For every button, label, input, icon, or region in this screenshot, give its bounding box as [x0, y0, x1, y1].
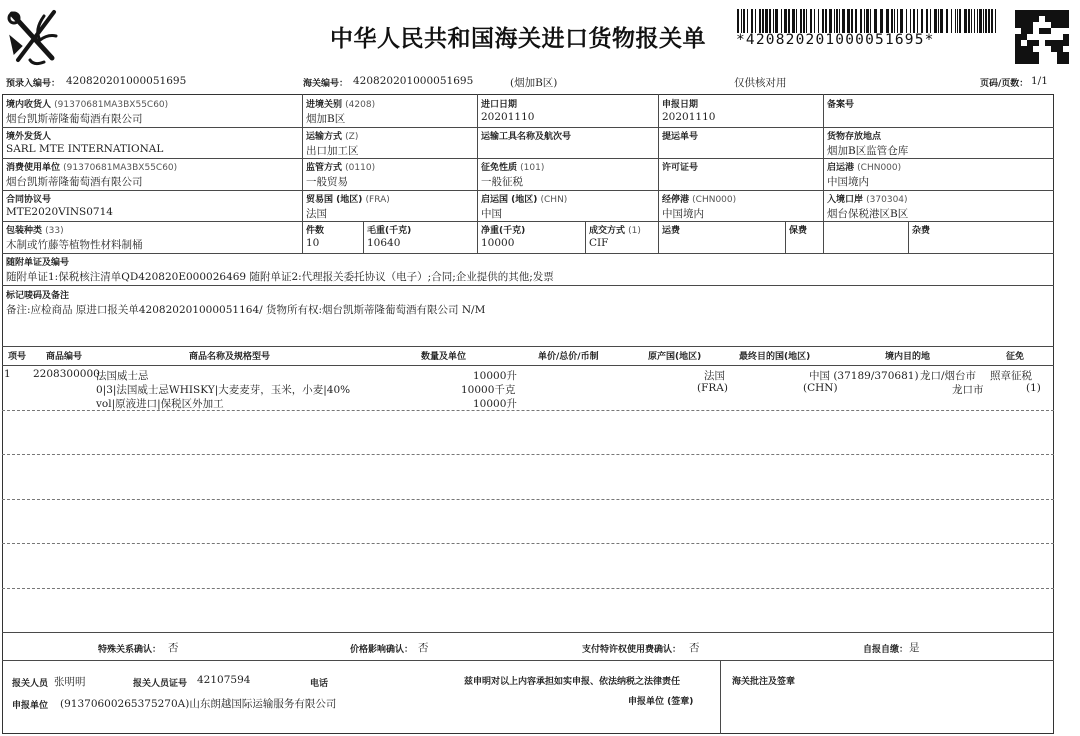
item-divider: [2, 499, 1054, 500]
barcode-bar: [894, 9, 895, 33]
unit-seal-label: 申报单位 (签章): [628, 697, 694, 707]
barcode-bar: [818, 9, 819, 33]
pre-entry-number: 420820201000051695: [66, 75, 187, 87]
row-line: [2, 221, 1054, 222]
customs-sign-label: 海关批注及签章: [732, 677, 796, 687]
item-levy-code: (1): [1026, 382, 1041, 394]
royalty-value: 否: [689, 642, 700, 654]
col-header-destination: 最终目的国(地区): [739, 352, 811, 362]
document-title: 中华人民共和国海关进口货物报关单: [330, 26, 706, 52]
item-divider: [2, 588, 1054, 589]
col-line: [823, 94, 824, 253]
customs-emblem-icon: [4, 6, 64, 68]
package-label: 包装种类 (33): [6, 226, 64, 236]
barcode-bar: [851, 9, 853, 33]
declare-date-value: 20201110: [662, 111, 716, 123]
barcode-bar: [796, 9, 797, 33]
transport-mode-value: 出口加工区: [306, 145, 359, 157]
barcode-bar: [906, 9, 907, 33]
stop-port-value: 中国境内: [662, 208, 704, 220]
item-destination-code: (CHN): [803, 382, 838, 394]
item-qty-2: 10000千克: [461, 384, 516, 396]
barcode-bar: [977, 9, 978, 33]
barcode-bar: [810, 9, 812, 33]
package-value: 木制或竹藤等植物性材料制桶: [6, 239, 143, 251]
barcode-bar: [781, 9, 782, 33]
barcode-bar: [959, 9, 961, 33]
row-line: [2, 158, 1054, 159]
barcode-bar: [983, 9, 984, 33]
item-no: 1: [4, 368, 11, 380]
qr-module: [1033, 58, 1039, 64]
col-header-levy: 征免: [1006, 352, 1025, 362]
barcode-bar: [855, 9, 857, 33]
barcode-bar: [913, 9, 915, 33]
marks-label: 标记唛码及备注: [6, 291, 70, 301]
declarant-label: 报关人员: [12, 679, 49, 689]
self-pay-label: 自报自缴：: [863, 645, 909, 655]
col-header-price: 单价/总价/币制: [538, 352, 599, 362]
levy-nature-value: 一般征税: [481, 176, 523, 188]
barcode-bar: [985, 9, 987, 33]
qr-module: [1063, 58, 1069, 64]
qr-module: [1045, 28, 1051, 34]
barcode-bar: [938, 9, 939, 33]
col-header-hs-code: 商品编号: [46, 352, 83, 362]
col-line: [720, 660, 721, 734]
barcode-bar: [762, 9, 764, 33]
barcode-bar: [825, 9, 827, 33]
barcode-bar: [988, 9, 990, 33]
item-levy: 照章征税: [990, 370, 1032, 382]
barcode-bar: [847, 9, 850, 33]
contract-value: MTE2020VINS0714: [6, 206, 113, 218]
departure-port-value: 中国境内: [827, 176, 869, 188]
barcode-bar: [784, 9, 787, 33]
net-weight-value: 10000: [481, 237, 515, 249]
gross-weight-value: 10640: [367, 237, 401, 249]
entry-office-value: 烟加B区: [306, 113, 346, 125]
trade-country-value: 法国: [306, 208, 327, 220]
row-line: [2, 253, 1054, 254]
supervision-value: 一般贸易: [306, 176, 348, 188]
consignee-label: 境内收货人 (91370681MA3BX55C60): [6, 100, 169, 110]
special-relation-value: 否: [168, 642, 179, 654]
barcode-bar: [755, 9, 756, 33]
price-impact-value: 否: [418, 642, 429, 654]
qr-module: [1027, 28, 1033, 34]
barcode-bar: [870, 9, 871, 33]
contract-label: 合同协议号: [6, 195, 52, 205]
barcode-bar: [940, 9, 943, 33]
barcode-bar: [751, 9, 753, 33]
record-no-label: 备案号: [827, 100, 855, 110]
entry-office-label: 进境关别 (4208): [306, 100, 376, 110]
barcode-bar: [842, 9, 845, 33]
declarant-value: 张明明: [54, 676, 86, 688]
barcode-bar: [747, 9, 748, 33]
pieces-value: 10: [306, 237, 320, 249]
row-line: [2, 660, 1054, 661]
shipper-value: SARL MTE INTERNATIONAL: [6, 143, 164, 155]
bill-no-label: 提运单号: [662, 132, 699, 142]
barcode-bar: [836, 9, 838, 33]
item-origin: 法国: [704, 370, 725, 382]
barcode-bar: [917, 9, 918, 33]
origin-country-label: 启运国 (地区) (CHN): [481, 195, 568, 205]
item-origin-code: (FRA): [697, 382, 728, 394]
customs-no-label: 海关编号：: [303, 79, 349, 89]
barcode-bar: [897, 9, 898, 33]
barcode-bar: [968, 9, 970, 33]
barcode-bar: [814, 9, 815, 33]
barcode-bar: [930, 9, 931, 33]
barcode-bar: [957, 9, 958, 33]
col-header-item-no: 项号: [8, 352, 27, 362]
barcode-bar: [974, 9, 975, 33]
insurance-label: 保费: [789, 226, 808, 236]
barcode-bar: [834, 9, 835, 33]
item-domestic-dest-2: 龙口市: [952, 384, 984, 396]
col-line: [477, 94, 478, 253]
row-line: [2, 127, 1054, 128]
barcode-bar: [971, 9, 972, 33]
qr-code: [1015, 10, 1069, 64]
storage-value: 烟加B区监管仓库: [827, 145, 909, 157]
docs-label: 随附单证及编号: [6, 258, 70, 268]
barcode-bar: [880, 9, 883, 33]
item-divider: [2, 454, 1054, 455]
declaring-unit-value: (91370600265375270A)山东朗越国际运输服务有限公司: [60, 698, 337, 710]
barcode-bar: [788, 9, 790, 33]
barcode-bar: [741, 9, 742, 33]
transaction-label: 成交方式 (1): [589, 226, 641, 236]
col-header-domestic-dest: 境内目的地: [885, 352, 931, 362]
item-name: 法国威士忌: [96, 370, 149, 382]
page-label: 页码/页数：: [980, 79, 1029, 89]
import-date-label: 进口日期: [481, 100, 518, 110]
row-line: [2, 632, 1054, 633]
transport-mode-label: 运输方式 (Z): [306, 132, 359, 142]
barcode-bar: [886, 9, 889, 33]
origin-country-value: 中国: [481, 208, 502, 220]
barcode-bar: [743, 9, 745, 33]
barcode-bar: [991, 9, 993, 33]
col-line: [363, 221, 364, 253]
item-spec-line2: vol|原液进口|保税区外加工: [96, 398, 224, 410]
qr-module: [1063, 22, 1069, 28]
barcode-bar: [874, 9, 877, 33]
price-impact-label: 价格影响确认：: [350, 645, 414, 655]
net-weight-label: 净重(千克): [481, 226, 526, 236]
departure-port-label: 启运港 (CHN000): [827, 163, 902, 173]
barcode-bar: [773, 9, 774, 33]
stop-port-label: 经停港 (CHN000): [662, 195, 737, 205]
barcode-bar: [979, 9, 982, 33]
qr-module: [1063, 40, 1069, 46]
row-line: [2, 285, 1054, 286]
marks-value: 备注:应检商品 原进口报关单420820201000051164/ 货物所有权:烟台凯斯蒂隆葡萄酒有限公司 N/M: [6, 304, 486, 316]
supervision-label: 监管方式 (0110): [306, 163, 376, 173]
barcode-bar: [800, 9, 802, 33]
barcode-bar: [759, 9, 761, 33]
item-destination: 中国 (37189/370681): [809, 370, 919, 382]
barcode-bar: [829, 9, 832, 33]
col-header-quantity: 数量及单位: [421, 352, 467, 362]
row-line: [2, 346, 1054, 347]
pre-entry-label: 预录入编号：: [6, 79, 61, 89]
col-header-goods-name: 商品名称及规格型号: [189, 352, 271, 362]
license-label: 许可证号: [662, 163, 699, 173]
barcode-bar: [934, 9, 937, 33]
col-line: [908, 221, 909, 253]
row-line: [2, 190, 1054, 191]
barcode-bar: [806, 9, 807, 33]
trade-country-label: 贸易国 (地区) (FRA): [306, 195, 390, 205]
gross-weight-label: 毛重(千克): [367, 226, 412, 236]
col-line: [658, 94, 659, 253]
page-value: 1/1: [1031, 75, 1048, 87]
barcode-bar: [803, 9, 805, 33]
consignee-value: 烟台凯斯蒂隆葡萄酒有限公司: [6, 113, 143, 125]
phone-label: 电话: [310, 679, 329, 689]
consumer-value: 烟台凯斯蒂隆葡萄酒有限公司: [6, 176, 143, 188]
self-pay-value: 是: [909, 642, 920, 654]
declaration-statement: 兹申明对以上内容承担如实申报、依法纳税之法律责任: [464, 677, 681, 687]
barcode-bar: [921, 9, 923, 33]
barcode-bar: [926, 9, 928, 33]
entry-port-value: 烟台保税港区B区: [827, 208, 909, 220]
barcode-bar: [860, 9, 862, 33]
barcode-bar: [866, 9, 869, 33]
entry-port-label: 入境口岸 (370304): [827, 195, 908, 205]
row-line: [2, 365, 1054, 366]
barcode-bar: [822, 9, 824, 33]
item-spec-line1: 0|3|法国威士忌WHISKY|大麦麦芽，玉米，小麦|40%: [96, 384, 351, 396]
barcode-bar: [765, 9, 768, 33]
shipper-label: 境外发货人: [6, 132, 52, 142]
barcode-bar: [955, 9, 956, 33]
pieces-label: 件数: [306, 226, 325, 236]
verification-note: 仅供核对用: [734, 77, 787, 89]
col-line: [302, 94, 303, 253]
conveyance-label: 运输工具名称及航次号: [481, 132, 572, 142]
qr-module: [1033, 40, 1039, 46]
customs-number: 420820201000051695: [353, 75, 474, 87]
barcode-bar: [775, 9, 778, 33]
barcode-bar: [864, 9, 865, 33]
item-hs-code: 2208300000: [33, 368, 100, 380]
declare-date-label: 申报日期: [662, 100, 699, 110]
barcode-bar: [964, 9, 967, 33]
storage-label: 货物存放地点: [827, 132, 882, 142]
cert-no-value: 42107594: [197, 674, 251, 686]
declaring-unit-label: 申报单位: [12, 701, 49, 711]
barcode-bar: [900, 9, 903, 33]
barcode-number: *420820201000051695*: [736, 32, 935, 48]
transaction-value: CIF: [589, 237, 609, 249]
customs-office: (烟加B区): [510, 77, 558, 89]
levy-nature-label: 征免性质 (101): [481, 163, 545, 173]
col-header-origin: 原产国(地区): [648, 352, 702, 362]
barcode-bar: [839, 9, 840, 33]
item-domestic-dest: 龙口/烟台市: [920, 370, 977, 382]
cert-no-label: 报关人员证号: [133, 679, 188, 689]
consumer-label: 消费使用单位 (91370681MA3BX55C60): [6, 163, 178, 173]
import-date-value: 20201110: [481, 111, 535, 123]
royalty-label: 支付特许权使用费确认：: [582, 645, 682, 655]
col-line: [785, 221, 786, 253]
col-line: [585, 221, 586, 253]
barcode-bar: [951, 9, 952, 33]
barcode-bar: [995, 9, 996, 33]
docs-value: 随附单证1:保税核注清单QD420820E000026469 随附单证2:代理报关委托协议（电子）;合同;企业提供的其他;发票: [6, 271, 554, 283]
barcode-bar: [737, 9, 739, 33]
special-relation-label: 特殊关系确认：: [98, 645, 162, 655]
misc-fee-label: 杂费: [912, 226, 931, 236]
qr-module: [1033, 16, 1039, 22]
item-qty-3: 10000升: [473, 398, 517, 410]
freight-label: 运费: [662, 226, 681, 236]
barcode-bar: [910, 9, 911, 33]
barcode-bar: [769, 9, 771, 33]
item-qty-1: 10000升: [473, 370, 517, 382]
item-divider: [2, 543, 1054, 544]
barcode-bar: [946, 9, 948, 33]
barcode-bar: [891, 9, 893, 33]
barcode: [737, 9, 999, 33]
barcode-bar: [792, 9, 795, 33]
